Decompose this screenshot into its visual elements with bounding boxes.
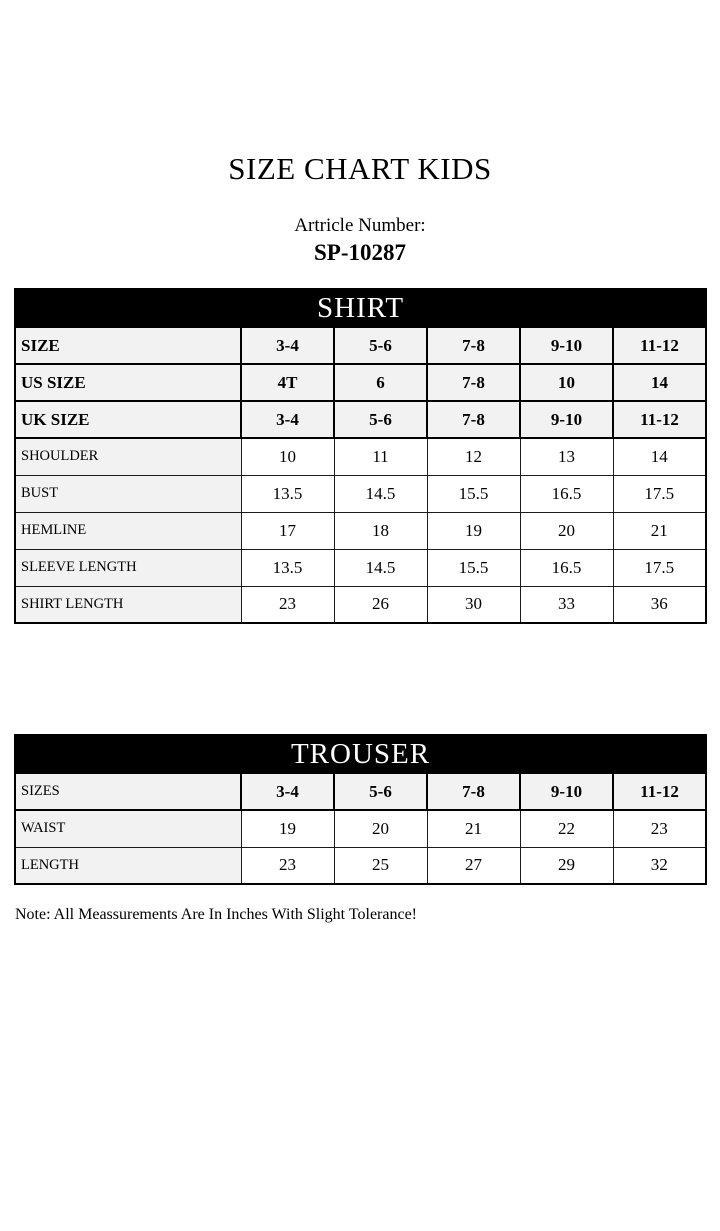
cell-value: 19 — [427, 512, 520, 549]
trouser-table-header-band — [15, 735, 706, 773]
table-row — [15, 438, 706, 475]
cell-value: 30 — [427, 586, 520, 623]
shirt-size-table — [14, 288, 707, 624]
cell-value: 21 — [427, 810, 520, 847]
cell-value: 16.5 — [520, 475, 613, 512]
cell-value: 9-10 — [520, 773, 613, 810]
cell-value: 5-6 — [334, 773, 427, 810]
cell-value: 25 — [334, 847, 427, 884]
trouser-size-table — [14, 734, 707, 885]
cell-value: 13 — [520, 438, 613, 475]
row-label: HEMLINE — [15, 512, 241, 549]
table-row — [15, 549, 706, 586]
row-label: SHIRT LENGTH — [15, 586, 241, 623]
cell-value: 7-8 — [427, 401, 520, 438]
cell-value: 23 — [241, 847, 334, 884]
cell-value: 14.5 — [334, 475, 427, 512]
shirt-table-header-band — [15, 289, 706, 327]
cell-value: 11-12 — [613, 327, 706, 364]
cell-value: 23 — [241, 586, 334, 623]
cell-value: 11-12 — [613, 401, 706, 438]
cell-value: 3-4 — [241, 773, 334, 810]
cell-value: 5-6 — [334, 327, 427, 364]
cell-value: 17.5 — [613, 475, 706, 512]
cell-value: 36 — [613, 586, 706, 623]
table-row — [15, 512, 706, 549]
table-row — [15, 364, 706, 401]
cell-value: 7-8 — [427, 364, 520, 401]
article-number-label: Artricle Number: — [294, 215, 426, 236]
cell-value: 5-6 — [334, 401, 427, 438]
cell-value: 27 — [427, 847, 520, 884]
cell-value: 10 — [520, 364, 613, 401]
cell-value: 29 — [520, 847, 613, 884]
cell-value: 33 — [520, 586, 613, 623]
cell-value: 20 — [334, 810, 427, 847]
cell-value: 19 — [241, 810, 334, 847]
trouser-table-title: TROUSER — [15, 735, 706, 773]
cell-value: 7-8 — [427, 327, 520, 364]
cell-value: 21 — [613, 512, 706, 549]
row-label: SHOULDER — [15, 438, 241, 475]
cell-value: 22 — [520, 810, 613, 847]
row-label: LENGTH — [15, 847, 241, 884]
cell-value: 15.5 — [427, 549, 520, 586]
cell-value: 14.5 — [334, 549, 427, 586]
article-number-value: SP-10287 — [314, 240, 406, 265]
cell-value: 6 — [334, 364, 427, 401]
row-label: SIZES — [15, 773, 241, 810]
cell-value: 4T — [241, 364, 334, 401]
cell-value: 23 — [613, 810, 706, 847]
row-label: WAIST — [15, 810, 241, 847]
cell-value: 18 — [334, 512, 427, 549]
page-title: SIZE CHART KIDS — [228, 151, 492, 186]
cell-value: 3-4 — [241, 401, 334, 438]
cell-value: 15.5 — [427, 475, 520, 512]
cell-value: 7-8 — [427, 773, 520, 810]
cell-value: 26 — [334, 586, 427, 623]
cell-value: 12 — [427, 438, 520, 475]
cell-value: 11-12 — [613, 773, 706, 810]
note-text: Note: All Meassurements Are In Inches With Slight Tolerance! — [15, 906, 417, 923]
cell-value: 10 — [241, 438, 334, 475]
row-label: US SIZE — [15, 364, 241, 401]
table-row — [15, 810, 706, 847]
cell-value: 11 — [334, 438, 427, 475]
cell-value: 9-10 — [520, 327, 613, 364]
row-label: SIZE — [15, 327, 241, 364]
table-row — [15, 586, 706, 623]
cell-value: 20 — [520, 512, 613, 549]
table-row — [15, 327, 706, 364]
cell-value: 16.5 — [520, 549, 613, 586]
cell-value: 13.5 — [241, 549, 334, 586]
row-label: UK SIZE — [15, 401, 241, 438]
cell-value: 3-4 — [241, 327, 334, 364]
table-row — [15, 401, 706, 438]
cell-value: 13.5 — [241, 475, 334, 512]
cell-value: 14 — [613, 364, 706, 401]
cell-value: 17 — [241, 512, 334, 549]
row-label: SLEEVE LENGTH — [15, 549, 241, 586]
row-label: BUST — [15, 475, 241, 512]
table-row — [15, 773, 706, 810]
table-row — [15, 847, 706, 884]
cell-value: 14 — [613, 438, 706, 475]
cell-value: 17.5 — [613, 549, 706, 586]
shirt-table-title: SHIRT — [15, 289, 706, 327]
cell-value: 9-10 — [520, 401, 613, 438]
cell-value: 32 — [613, 847, 706, 884]
table-row — [15, 475, 706, 512]
